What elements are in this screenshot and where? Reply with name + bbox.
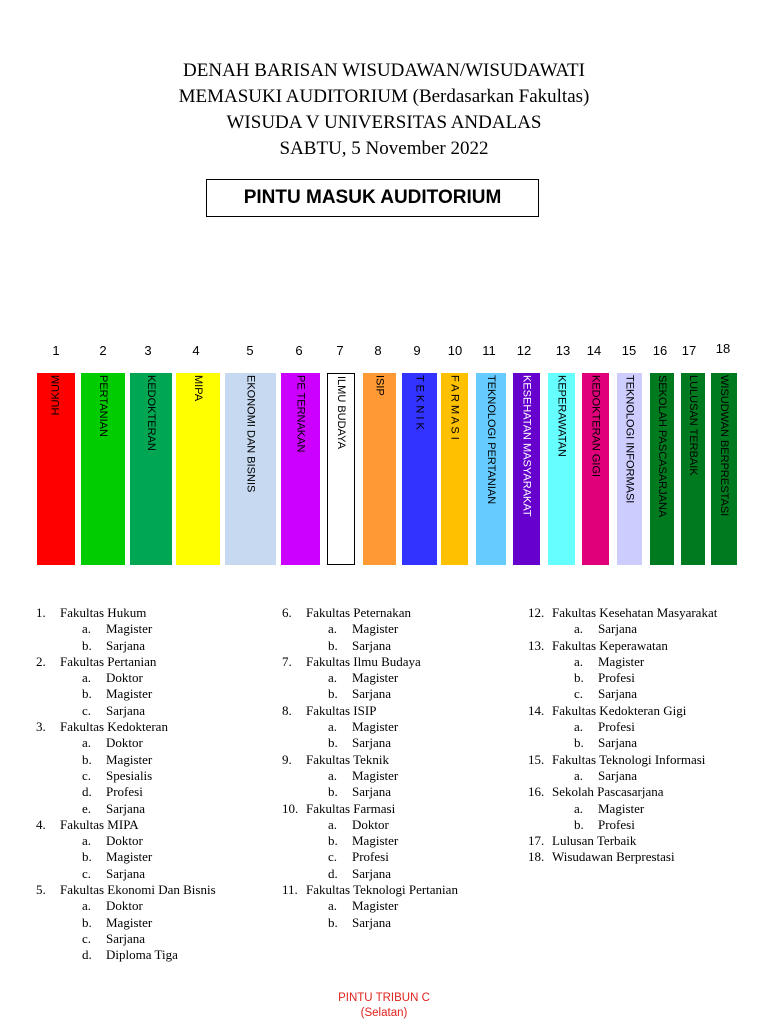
- faculty-name: Fakultas Ekonomi Dan Bisnis: [60, 882, 216, 898]
- degree-item: [306, 898, 458, 914]
- document-title: [0, 58, 768, 162]
- degree-name: Sarjana: [352, 914, 391, 930]
- degree-item: [306, 621, 458, 637]
- degree-name: Magister: [352, 621, 399, 637]
- degree-list: [552, 719, 717, 752]
- row-faculty-label: TEKNOLOGI INFORMASI: [623, 375, 636, 504]
- degree-name: Sarjana: [352, 637, 391, 653]
- title-line-2: MEMASUKI AUDITORIUM (Berdasarkan Fakultas): [178, 86, 590, 107]
- degree-list: [60, 833, 216, 882]
- seating-row-bar: [476, 373, 506, 565]
- degree-item: [306, 735, 458, 751]
- degree-letter: a.: [328, 767, 338, 783]
- degree-name: Magister: [352, 898, 399, 914]
- faculty-number: 11.: [282, 882, 298, 898]
- faculty-name: Fakultas ISIP: [306, 702, 377, 718]
- degree-list: [60, 670, 216, 719]
- seating-row-bar: [37, 373, 75, 565]
- row-number: 4: [192, 343, 200, 358]
- faculty-item: [282, 801, 458, 882]
- degree-item: [552, 686, 717, 702]
- faculty-name: Fakultas Kesehatan Masyarakat: [552, 605, 718, 620]
- degree-name: Profesi: [352, 849, 389, 865]
- degree-item: [306, 915, 458, 931]
- row-faculty-label: ISIP: [373, 375, 386, 396]
- degree-name: Doktor: [106, 670, 143, 686]
- faculty-item: [528, 605, 717, 638]
- degree-letter: b.: [328, 637, 338, 653]
- degree-name: Magister: [106, 849, 153, 865]
- row-faculty-label: SEKOLAH PASCASARJANA: [656, 375, 668, 518]
- degree-letter: a.: [328, 719, 338, 735]
- row-faculty-label: F A R M A S I: [448, 375, 461, 440]
- degree-letter: b.: [574, 735, 584, 751]
- seating-row-bar: [513, 373, 540, 565]
- degree-item: [306, 833, 458, 849]
- faculty-number: 7.: [282, 653, 292, 669]
- degree-item: [552, 719, 717, 735]
- degree-name: Spesialis: [106, 767, 153, 783]
- degree-letter: b.: [82, 686, 92, 702]
- degree-item: [552, 670, 717, 686]
- degree-letter: a.: [82, 898, 92, 914]
- faculty-number: 13.: [528, 637, 545, 653]
- degree-item: [306, 638, 458, 654]
- seating-row-bar: [363, 373, 396, 565]
- faculty-item: [36, 654, 216, 719]
- degree-name: Doktor: [352, 816, 389, 832]
- degree-letter: b.: [82, 751, 92, 767]
- degree-name: Magister: [352, 767, 399, 783]
- degree-item: [60, 866, 216, 882]
- degree-name: Doktor: [106, 735, 143, 751]
- degree-item: [306, 686, 458, 702]
- faculty-name: Fakultas Pertanian: [60, 653, 157, 669]
- seating-row-bar: [650, 373, 674, 565]
- faculty-name: Fakultas Peternakan: [306, 605, 412, 620]
- seating-row-bar: [176, 373, 220, 565]
- faculty-item: [528, 833, 717, 849]
- degree-item: [60, 898, 216, 914]
- degree-letter: a.: [328, 670, 338, 686]
- degree-letter: b.: [328, 833, 338, 849]
- degree-item: [306, 849, 458, 865]
- degree-letter: e.: [82, 800, 92, 816]
- degree-item: [552, 654, 717, 670]
- faculty-number: 14.: [528, 702, 545, 718]
- degree-item: [552, 817, 717, 833]
- degree-letter: a.: [82, 670, 92, 686]
- faculty-list: [528, 605, 717, 866]
- degree-name: Profesi: [598, 719, 635, 735]
- degree-item: [60, 735, 216, 751]
- degree-name: Profesi: [598, 816, 635, 832]
- degree-name: Magister: [106, 621, 153, 637]
- row-faculty-label: HUKUM: [50, 375, 62, 416]
- degree-name: Sarjana: [598, 621, 637, 637]
- faculty-item: [528, 849, 717, 865]
- degree-letter: c.: [82, 865, 92, 881]
- degree-letter: d.: [328, 865, 338, 881]
- seating-row-bar: [402, 373, 437, 565]
- degree-item: [60, 703, 216, 719]
- degree-name: Profesi: [106, 784, 143, 800]
- faculty-number: 3.: [36, 719, 46, 735]
- degree-item: [306, 784, 458, 800]
- faculty-number: 16.: [528, 784, 545, 800]
- row-faculty-label: KESEHATAN MASYARAKAT: [520, 375, 533, 517]
- faculty-number: 10.: [282, 800, 299, 816]
- degree-letter: a.: [574, 767, 584, 783]
- faculty-name: Fakultas Kedokteran: [60, 719, 168, 735]
- row-number: 18: [715, 341, 731, 356]
- degree-item: [60, 833, 216, 849]
- degree-letter: a.: [574, 800, 584, 816]
- row-number: 6: [295, 343, 303, 358]
- row-number: 10: [447, 343, 463, 358]
- degree-letter: c.: [82, 702, 92, 718]
- legend-column-1: [36, 605, 216, 964]
- degree-item: [60, 915, 216, 931]
- degree-letter: a.: [82, 621, 92, 637]
- faculty-number: 6.: [282, 605, 292, 620]
- faculty-name: Fakultas Teknik: [306, 751, 389, 767]
- legend-column-3: [528, 605, 717, 866]
- row-number: 14: [586, 343, 602, 358]
- degree-letter: c.: [82, 767, 92, 783]
- row-number: 3: [144, 343, 152, 358]
- degree-name: Magister: [598, 800, 645, 816]
- degree-item: [60, 621, 216, 637]
- degree-item: [306, 768, 458, 784]
- seating-row-bar: [281, 373, 320, 565]
- degree-list: [306, 817, 458, 882]
- row-faculty-label: EKONOMI DAN BISNIS: [244, 375, 257, 493]
- row-faculty-label: KEPERAWATAN: [555, 375, 568, 457]
- degree-list: [552, 654, 717, 703]
- row-number: 16: [652, 343, 668, 358]
- degree-item: [60, 752, 216, 768]
- row-number: 2: [99, 343, 107, 358]
- faculty-item: [282, 882, 458, 931]
- faculty-number: 5.: [36, 882, 46, 898]
- degree-letter: d.: [82, 947, 92, 963]
- faculty-item: [528, 638, 717, 703]
- degree-list: [60, 621, 216, 654]
- faculty-number: 18.: [528, 849, 545, 865]
- degree-name: Sarjana: [352, 686, 391, 702]
- degree-letter: c.: [328, 849, 338, 865]
- degree-letter: d.: [82, 784, 92, 800]
- degree-item: [60, 638, 216, 654]
- degree-name: Magister: [106, 751, 153, 767]
- faculty-number: 4.: [36, 816, 46, 832]
- row-faculty-label: PE TERNAKAN: [294, 375, 307, 453]
- degree-list: [552, 801, 717, 834]
- seating-row-bar: [441, 373, 468, 565]
- degree-item: [60, 801, 216, 817]
- row-number: 12: [516, 343, 532, 358]
- degree-item: [60, 784, 216, 800]
- degree-item: [60, 670, 216, 686]
- exit-label: [0, 991, 768, 1021]
- degree-letter: a.: [328, 898, 338, 914]
- degree-name: Magister: [352, 670, 399, 686]
- degree-name: Magister: [352, 833, 399, 849]
- faculty-name: Fakultas Keperawatan: [552, 637, 668, 653]
- title-line-1: DENAH BARISAN WISUDAWAN/WISUDAWATI: [183, 60, 585, 81]
- faculty-name: Fakultas Teknologi Pertanian: [306, 882, 458, 898]
- degree-name: Sarjana: [106, 637, 145, 653]
- degree-name: Sarjana: [352, 735, 391, 751]
- degree-item: [60, 947, 216, 963]
- exit-line-2: (Selatan): [360, 1007, 408, 1019]
- faculty-name: Sekolah Pascasarjana: [552, 784, 664, 800]
- degree-name: Profesi: [598, 670, 635, 686]
- degree-letter: a.: [574, 719, 584, 735]
- row-number: 11: [482, 343, 496, 358]
- degree-letter: a.: [574, 621, 584, 637]
- faculty-number: 9.: [282, 751, 292, 767]
- degree-name: Sarjana: [352, 865, 391, 881]
- exit-line-1: PINTU TRIBUN C: [338, 992, 430, 1004]
- faculty-item: [36, 605, 216, 654]
- row-faculty-label: PERTANIAN: [97, 375, 109, 437]
- degree-name: Sarjana: [106, 865, 145, 881]
- row-number: 1: [52, 343, 60, 358]
- degree-name: Magister: [106, 686, 153, 702]
- row-faculty-label: ILMU BUDAYA: [335, 376, 347, 449]
- degree-letter: a.: [574, 653, 584, 669]
- degree-letter: b.: [328, 735, 338, 751]
- degree-name: Sarjana: [598, 686, 637, 702]
- faculty-number: 8.: [282, 702, 292, 718]
- degree-list: [552, 621, 717, 637]
- degree-name: Doktor: [106, 898, 143, 914]
- title-line-4: SABTU, 5 November 2022: [279, 138, 489, 159]
- degree-letter: c.: [574, 686, 584, 702]
- degree-list: [306, 670, 458, 703]
- faculty-item: [528, 784, 717, 833]
- degree-name: Sarjana: [106, 930, 145, 946]
- faculty-list: [36, 605, 216, 964]
- row-number: 9: [413, 343, 421, 358]
- degree-list: [306, 719, 458, 752]
- row-faculty-label: KEDOKTERAN: [145, 375, 157, 451]
- faculty-item: [36, 719, 216, 817]
- degree-name: Doktor: [106, 833, 143, 849]
- faculty-name: Fakultas Ilmu Budaya: [306, 653, 421, 669]
- degree-name: Magister: [106, 914, 153, 930]
- faculty-name: Lulusan Terbaik: [552, 833, 637, 849]
- degree-item: [60, 686, 216, 702]
- degree-list: [306, 621, 458, 654]
- degree-list: [60, 898, 216, 963]
- faculty-item: [528, 703, 717, 752]
- degree-name: Sarjana: [106, 702, 145, 718]
- degree-name: Sarjana: [598, 767, 637, 783]
- degree-item: [60, 931, 216, 947]
- faculty-number: 1.: [36, 605, 46, 620]
- faculty-name: Fakultas MIPA: [60, 816, 139, 832]
- faculty-item: [528, 752, 717, 785]
- degree-item: [552, 735, 717, 751]
- degree-letter: a.: [82, 833, 92, 849]
- degree-letter: b.: [82, 849, 92, 865]
- faculty-item: [36, 817, 216, 882]
- degree-list: [306, 768, 458, 801]
- faculty-name: Fakultas Farmasi: [306, 800, 396, 816]
- row-faculty-label: WISUDWAN BERPRESTASI: [718, 375, 730, 517]
- degree-letter: a.: [328, 816, 338, 832]
- faculty-item: [282, 703, 458, 752]
- faculty-number: 2.: [36, 653, 46, 669]
- row-faculty-label: MIPA: [192, 375, 204, 402]
- degree-item: [552, 768, 717, 784]
- degree-item: [306, 670, 458, 686]
- row-faculty-label: T E K N I K: [413, 375, 426, 430]
- degree-letter: b.: [574, 670, 584, 686]
- degree-letter: c.: [82, 930, 92, 946]
- faculty-number: 15.: [528, 751, 545, 767]
- row-number: 5: [246, 343, 254, 358]
- seating-row-bar: [582, 373, 609, 565]
- degree-item: [306, 817, 458, 833]
- degree-name: Diploma Tiga: [106, 947, 178, 963]
- row-number: 7: [336, 343, 344, 358]
- faculty-list: [282, 605, 458, 931]
- degree-name: Sarjana: [352, 784, 391, 800]
- degree-name: Magister: [352, 719, 399, 735]
- seating-row-bar: [327, 373, 355, 565]
- degree-item: [552, 621, 717, 637]
- degree-name: Magister: [598, 653, 645, 669]
- faculty-name: Fakultas Kedokteran Gigi: [552, 702, 687, 718]
- seating-row-bar: [711, 373, 737, 565]
- seating-row-bar: [225, 373, 276, 565]
- degree-name: Sarjana: [106, 800, 145, 816]
- row-faculty-label: KEDOKTERAN GIGI: [589, 375, 602, 478]
- row-number: 8: [374, 343, 382, 358]
- faculty-item: [282, 752, 458, 801]
- degree-item: [60, 849, 216, 865]
- row-number: 15: [621, 343, 637, 358]
- degree-letter: b.: [328, 914, 338, 930]
- degree-list: [306, 898, 458, 931]
- degree-letter: a.: [328, 621, 338, 637]
- faculty-item: [282, 605, 458, 654]
- faculty-number: 12.: [528, 605, 545, 620]
- title-line-3: WISUDA V UNIVERSITAS ANDALAS: [226, 112, 542, 133]
- degree-name: Sarjana: [598, 735, 637, 751]
- faculty-item: [36, 882, 216, 963]
- seating-row-bar: [548, 373, 575, 565]
- faculty-name: Fakultas Teknologi Informasi: [552, 751, 706, 767]
- legend-column-2: [282, 605, 458, 931]
- degree-item: [306, 719, 458, 735]
- seating-row-bar: [681, 373, 705, 565]
- faculty-name: Wisudawan Berprestasi: [552, 849, 675, 865]
- seating-row-bar: [81, 373, 125, 565]
- row-number: 13: [555, 343, 571, 358]
- faculty-number: 17.: [528, 833, 545, 849]
- entrance-label: PINTU MASUK AUDITORIUM: [206, 179, 539, 217]
- degree-item: [60, 768, 216, 784]
- seating-row-bar: [617, 373, 642, 565]
- degree-letter: b.: [328, 686, 338, 702]
- row-faculty-label: TEKNOLOGI PERTANIAN: [485, 375, 497, 505]
- faculty-item: [282, 654, 458, 703]
- degree-letter: b.: [82, 637, 92, 653]
- degree-letter: a.: [82, 735, 92, 751]
- row-faculty-label: LULUSAN TERBAIK: [687, 375, 699, 476]
- degree-list: [552, 768, 717, 784]
- degree-item: [306, 866, 458, 882]
- degree-list: [60, 735, 216, 816]
- faculty-name: Fakultas Hukum: [60, 605, 147, 620]
- degree-letter: b.: [82, 914, 92, 930]
- degree-letter: b.: [574, 816, 584, 832]
- seating-row-bar: [130, 373, 172, 565]
- degree-item: [552, 801, 717, 817]
- row-number: 17: [681, 343, 697, 358]
- degree-letter: b.: [328, 784, 338, 800]
